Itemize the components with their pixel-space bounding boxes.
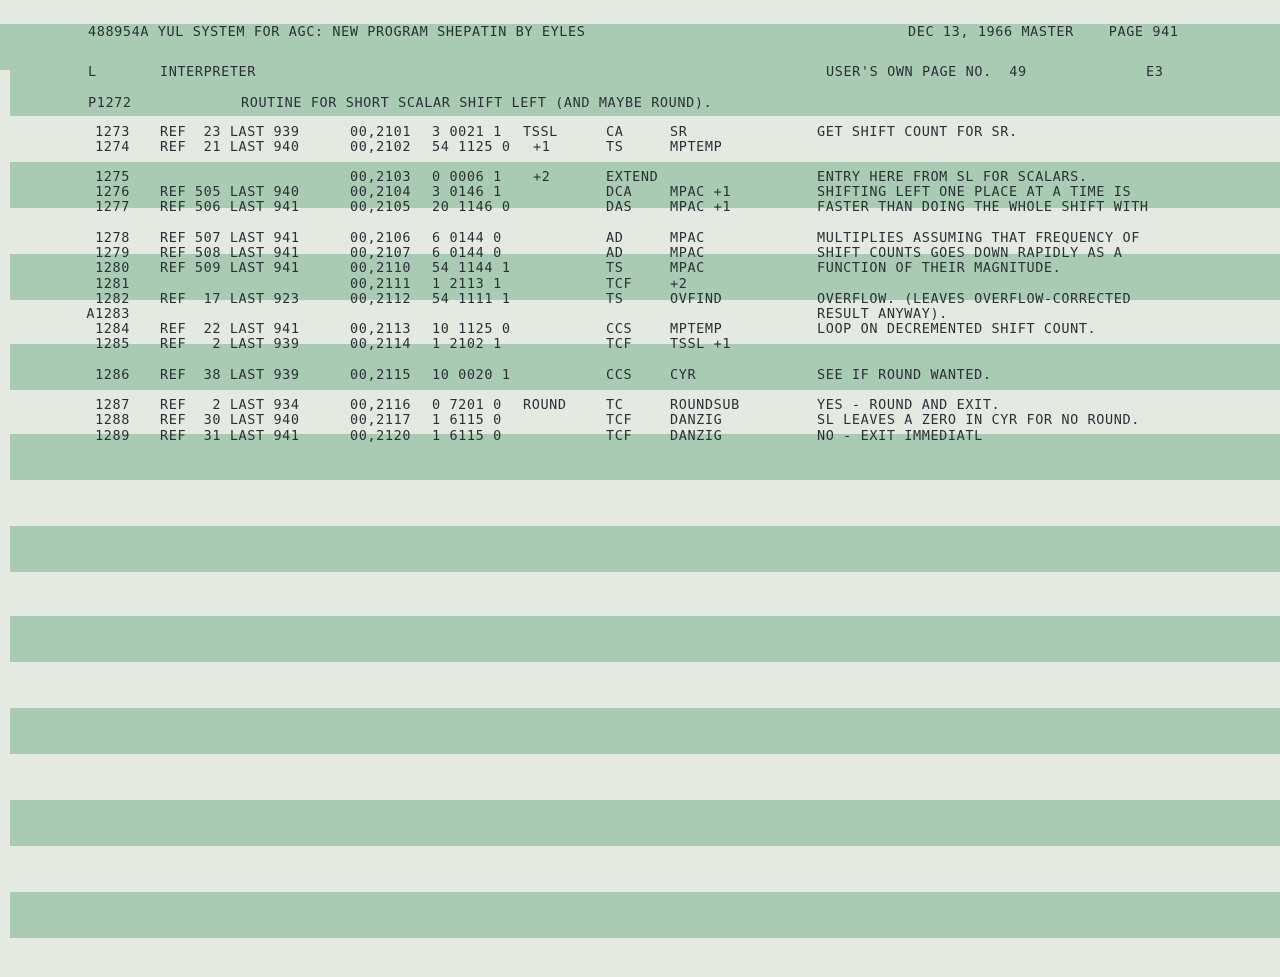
address: 00,2111: [350, 276, 412, 292]
operand: MPTEMP: [670, 321, 723, 337]
opcode: AD: [606, 245, 624, 261]
comment: SEE IF ROUND WANTED.: [817, 367, 992, 383]
page-header-title: 488954A YUL SYSTEM FOR AGC: NEW PROGRAM SHEPATIN BY EYLES: [88, 24, 586, 40]
octal-word: 54 1125 0: [432, 139, 511, 155]
comment: SHIFT COUNTS GOES DOWN RAPIDLY AS A: [817, 245, 1123, 261]
symbol-label: TSSL: [523, 124, 558, 140]
octal-word: 54 1144 1: [432, 260, 511, 276]
symbol-label: ROUND: [523, 397, 567, 413]
operand: MPAC +1: [670, 184, 732, 200]
ref-info: REF 508 LAST 941: [160, 245, 300, 261]
opcode: EXTEND: [606, 169, 659, 185]
opcode: TS: [606, 291, 624, 307]
line-number: 1282: [95, 291, 130, 307]
line-number: 1274: [95, 139, 130, 155]
page-header-date-page: DEC 13, 1966 MASTER PAGE 941: [908, 24, 1179, 40]
line-number: 1273: [95, 124, 130, 140]
paper-band: [10, 616, 1280, 662]
paper-band: [10, 526, 1280, 572]
address: 00,2113: [350, 321, 412, 337]
ref-info: REF 2 LAST 934: [160, 397, 300, 413]
address: 00,2104: [350, 184, 412, 200]
ref-info: REF 31 LAST 941: [160, 428, 300, 444]
octal-word: 0 7201 0: [432, 397, 502, 413]
line-number: 1288: [95, 412, 130, 428]
opcode: TS: [606, 260, 624, 276]
address: 00,2105: [350, 199, 412, 215]
opcode: TC: [606, 397, 624, 413]
address: 00,2102: [350, 139, 412, 155]
ref-info: REF 21 LAST 940: [160, 139, 300, 155]
opcode: CCS: [606, 321, 633, 337]
comment: OVERFLOW. (LEAVES OVERFLOW-CORRECTED: [817, 291, 1132, 307]
line-number: 1281: [95, 276, 130, 292]
address: 00,2110: [350, 260, 412, 276]
operand: TSSL +1: [670, 336, 732, 352]
page-code: E3: [1146, 64, 1164, 80]
octal-word: 6 0144 0: [432, 230, 502, 246]
operand: MPAC +1: [670, 199, 732, 215]
log-section-marker: L: [88, 64, 97, 80]
operand: SR: [670, 124, 688, 140]
octal-word: 0 0006 1: [432, 169, 502, 185]
line-number: 1275: [95, 169, 130, 185]
operand: MPAC: [670, 230, 705, 246]
address: 00,2101: [350, 124, 412, 140]
opcode: DCA: [606, 184, 633, 200]
comment: RESULT ANYWAY).: [817, 306, 948, 322]
address: 00,2117: [350, 412, 412, 428]
line-number: 1280: [95, 260, 130, 276]
octal-word: 10 1125 0: [432, 321, 511, 337]
octal-word: 1 2113 1: [432, 276, 502, 292]
paper-band: [10, 708, 1280, 754]
line-number: 1278: [95, 230, 130, 246]
users-page-number: USER'S OWN PAGE NO. 49: [826, 64, 1027, 80]
line-number: 1289: [95, 428, 130, 444]
operand: MPAC: [670, 245, 705, 261]
line-number: 1277: [95, 199, 130, 215]
opcode: AD: [606, 230, 624, 246]
symbol-label: +1: [533, 139, 551, 155]
ref-info: REF 2 LAST 939: [160, 336, 300, 352]
operand: DANZIG: [670, 412, 723, 428]
line-number: 1284: [95, 321, 130, 337]
address: 00,2112: [350, 291, 412, 307]
ref-info: REF 17 LAST 923: [160, 291, 300, 307]
comment: ENTRY HERE FROM SL FOR SCALARS.: [817, 169, 1088, 185]
comment: FUNCTION OF THEIR MAGNITUDE.: [817, 260, 1062, 276]
opcode: CA: [606, 124, 624, 140]
address: 00,2114: [350, 336, 412, 352]
paper-band: [10, 892, 1280, 938]
comment: NO - EXIT IMMEDIATL: [817, 428, 983, 444]
comment: FASTER THAN DOING THE WHOLE SHIFT WITH: [817, 199, 1149, 215]
comment: SL LEAVES A ZERO IN CYR FOR NO ROUND.: [817, 412, 1140, 428]
opcode: TS: [606, 139, 624, 155]
line-number: 1285: [95, 336, 130, 352]
operand: ROUNDSUB: [670, 397, 740, 413]
octal-word: 1 6115 0: [432, 412, 502, 428]
octal-word: 1 6115 0: [432, 428, 502, 444]
log-section-name: INTERPRETER: [160, 64, 257, 80]
ref-info: REF 38 LAST 939: [160, 367, 300, 383]
operand: CYR: [670, 367, 697, 383]
address: 00,2107: [350, 245, 412, 261]
ref-info: REF 506 LAST 941: [160, 199, 300, 215]
line-number: A1283: [86, 306, 130, 322]
ref-info: REF 23 LAST 939: [160, 124, 300, 140]
address: 00,2116: [350, 397, 412, 413]
comment: LOOP ON DECREMENTED SHIFT COUNT.: [817, 321, 1097, 337]
opcode: DAS: [606, 199, 633, 215]
line-number: 1286: [95, 367, 130, 383]
operand: MPTEMP: [670, 139, 723, 155]
address: 00,2106: [350, 230, 412, 246]
octal-word: 3 0146 1: [432, 184, 502, 200]
address: 00,2115: [350, 367, 412, 383]
opcode: CCS: [606, 367, 633, 383]
comment: SHIFTING LEFT ONE PLACE AT A TIME IS: [817, 184, 1132, 200]
routine-line-number: P1272: [88, 95, 132, 111]
line-number: 1279: [95, 245, 130, 261]
comment: MULTIPLIES ASSUMING THAT FREQUENCY OF: [817, 230, 1140, 246]
opcode: TCF: [606, 336, 633, 352]
octal-word: 3 0021 1: [432, 124, 502, 140]
line-number: 1276: [95, 184, 130, 200]
ref-info: REF 509 LAST 941: [160, 260, 300, 276]
ref-info: REF 505 LAST 940: [160, 184, 300, 200]
opcode: TCF: [606, 412, 633, 428]
opcode: TCF: [606, 276, 633, 292]
octal-word: 6 0144 0: [432, 245, 502, 261]
paper-band: [10, 800, 1280, 846]
comment: YES - ROUND AND EXIT.: [817, 397, 1001, 413]
comment: GET SHIFT COUNT FOR SR.: [817, 124, 1018, 140]
symbol-label: +2: [533, 169, 551, 185]
address: 00,2120: [350, 428, 412, 444]
ref-info: REF 30 LAST 940: [160, 412, 300, 428]
operand: +2: [670, 276, 688, 292]
operand: MPAC: [670, 260, 705, 276]
line-number: 1287: [95, 397, 130, 413]
ref-info: REF 22 LAST 941: [160, 321, 300, 337]
operand: OVFIND: [670, 291, 723, 307]
routine-title: ROUTINE FOR SHORT SCALAR SHIFT LEFT (AND MAYBE ROUND).: [241, 95, 713, 111]
address: 00,2103: [350, 169, 412, 185]
opcode: TCF: [606, 428, 633, 444]
octal-word: 10 0020 1: [432, 367, 511, 383]
octal-word: 20 1146 0: [432, 199, 511, 215]
octal-word: 54 1111 1: [432, 291, 511, 307]
operand: DANZIG: [670, 428, 723, 444]
ref-info: REF 507 LAST 941: [160, 230, 300, 246]
octal-word: 1 2102 1: [432, 336, 502, 352]
